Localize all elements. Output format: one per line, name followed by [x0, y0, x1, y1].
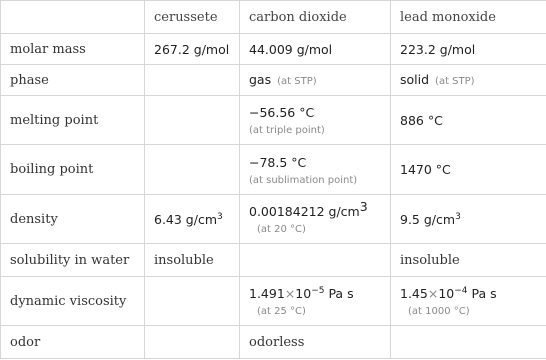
unit: Pa s [471, 286, 497, 301]
value-text: 0.00184212 g/cm [249, 204, 360, 219]
row-label: boiling point [1, 145, 145, 195]
row-label: dynamic viscosity [1, 277, 145, 326]
cell-value: 267.2 g/mol [145, 34, 240, 65]
base: 10 [438, 286, 455, 301]
row-label: solubility in water [1, 244, 145, 277]
times-sign: × [427, 286, 439, 301]
cell-value: insoluble [391, 244, 546, 277]
cell-empty [145, 326, 240, 359]
value-text: 9.5 g/cm [400, 211, 456, 227]
value-text [249, 286, 354, 301]
table-row [1, 195, 546, 244]
base: 10 [295, 286, 312, 301]
value-note: (at STP) [435, 76, 475, 87]
table-row [1, 34, 546, 65]
value-text: solid [400, 72, 430, 87]
column-header-carbon-dioxide: carbon dioxide [240, 1, 391, 34]
mantissa: 1.45 [400, 286, 428, 301]
cell-value: 1470 °C [391, 145, 546, 195]
cell-empty [240, 244, 391, 277]
table-row [1, 277, 546, 326]
cell-empty [391, 326, 546, 359]
row-label: odor [1, 326, 145, 359]
row-label: phase [1, 65, 145, 96]
value-note: (at STP) [277, 76, 317, 87]
value-text: −78.5 °C [249, 154, 307, 170]
cell-value: insoluble [145, 244, 240, 277]
cell-value: odorless [240, 326, 391, 359]
row-label: molar mass [1, 34, 145, 65]
cell-value: 223.2 g/mol [391, 34, 546, 65]
unit: Pa s [328, 286, 354, 301]
table-row [1, 145, 546, 195]
cell-value [240, 65, 391, 96]
column-header-lead-monoxide: lead monoxide [391, 1, 546, 34]
mantissa: 1.491 [249, 286, 285, 301]
table-row [1, 326, 546, 359]
value-note: (at 20 °C) [257, 224, 306, 235]
times-sign: × [284, 286, 296, 301]
value-text [400, 286, 497, 301]
cell-value [391, 65, 546, 96]
value-text: 6.43 g/cm [154, 211, 218, 227]
unit-exponent: 3 [217, 211, 223, 222]
value-text: gas [249, 72, 272, 87]
cell-value [391, 277, 546, 326]
value-note: (at 1000 °C) [408, 306, 470, 317]
exponent: −4 [454, 286, 468, 296]
value-note: (at sublimation point) [249, 174, 358, 186]
cell-value [240, 277, 391, 326]
cell-value [240, 96, 391, 145]
value-text: −56.56 °C [249, 105, 315, 120]
cell-value [145, 195, 240, 244]
table-row [1, 65, 546, 96]
cell-value [240, 195, 391, 244]
corner-cell [1, 1, 145, 34]
value-note: (at triple point) [249, 125, 325, 136]
exponent: −5 [311, 286, 325, 296]
row-label: melting point [1, 96, 145, 145]
header-row [1, 1, 546, 34]
cell-empty [145, 65, 240, 96]
table-row [1, 244, 546, 277]
unit-exponent: 3 [455, 211, 461, 222]
unit-exponent: 3 [359, 199, 368, 214]
cell-value: 44.009 g/mol [240, 34, 391, 65]
row-label: density [1, 195, 145, 244]
cell-value: 886 °C [391, 96, 546, 145]
cell-value [391, 195, 546, 244]
column-header-cerussete: cerussete [145, 1, 240, 34]
cell-empty [145, 277, 240, 326]
cell-empty [145, 145, 240, 195]
value-note: (at 25 °C) [257, 306, 306, 317]
cell-value [240, 145, 391, 195]
table-row [1, 96, 546, 145]
cell-empty [145, 96, 240, 145]
